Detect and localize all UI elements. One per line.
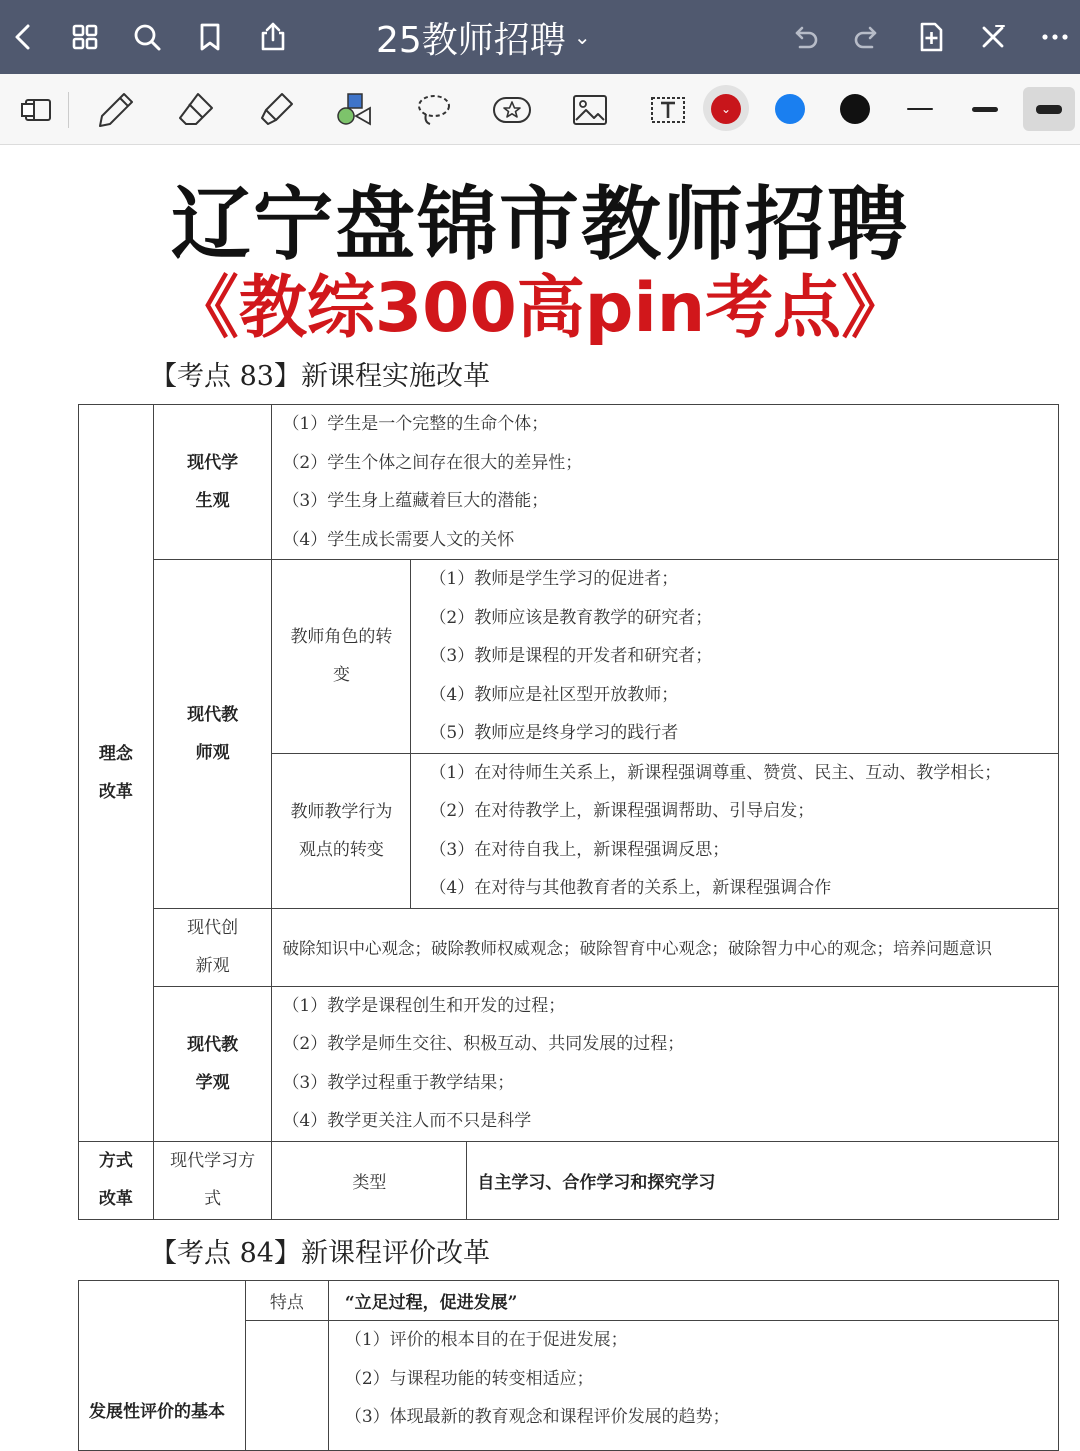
list-item: （2）在对待教学上，新课程强调帮助、引导启发； <box>429 801 815 821</box>
teacher-behavior-label: 教师教学行为观点的转变 <box>290 801 393 860</box>
section-83-table <box>78 404 1059 1220</box>
section-84-table <box>78 1280 1059 1451</box>
list-item: （4）教学更关注人而不只是科学 <box>282 1111 532 1131</box>
close-icon[interactable] <box>974 18 1012 56</box>
student-view-cell <box>153 405 272 560</box>
list-item: （4）在对待与其他教育者的关系上，新课程强调合作 <box>429 878 832 898</box>
list-item: （3）体现最新的教育观念和课程评价发展的趋势； <box>344 1407 730 1427</box>
innovation-view-cell <box>153 908 272 986</box>
learning-type-value: 自主学习、合作学习和探究学习 <box>467 1141 1059 1219</box>
list-item: （2）教师应该是教育教学的研究者； <box>429 607 713 628</box>
toolbar-divider <box>68 92 69 128</box>
teaching-view-label: 现代教学观 <box>187 1034 239 1093</box>
list-item: （1）教师是学生学习的促进者； <box>429 569 679 589</box>
document-title: 25教师招聘 <box>376 19 566 61</box>
list-item: （2）教学是师生交往、积极互动、共同发展的过程； <box>282 1034 685 1054</box>
developmental-evaluation-label: 发展性评价的基本 <box>89 1402 225 1422</box>
list-item: （2）与课程功能的转变相适应； <box>344 1368 594 1389</box>
developmental-evaluation-cell <box>79 1281 246 1451</box>
stroke-thin[interactable] <box>895 87 945 131</box>
pen-icon[interactable] <box>92 86 140 134</box>
bookmark-icon[interactable] <box>191 18 229 56</box>
list-item: （3）教学过程重于教学结果； <box>282 1072 515 1093</box>
list-item: （1）学生是一个完整的生命个体； <box>282 414 549 434</box>
grid-icon[interactable] <box>66 18 104 56</box>
list-item: （1）教学是课程创生和开发的过程； <box>282 995 566 1016</box>
top-bar <box>0 0 1080 74</box>
chevron-down-icon: ⌄ <box>573 25 591 49</box>
student-view-items <box>272 405 1059 560</box>
concept-reform-label: 理念改革 <box>98 743 133 802</box>
annotation-toolbar <box>0 74 1080 145</box>
stroke-medium[interactable] <box>960 87 1010 131</box>
teacher-role-label: 教师角色的转变 <box>290 627 393 686</box>
method-reform-label: 方式改革 <box>98 1151 133 1209</box>
innovation-view-text: 破除知识中心观念；破除教师权威观念；破除智育中心观念；破除智力中心的观念；培养问题意识 <box>272 908 1059 986</box>
feature-value: “立足过程，促进发展” <box>328 1281 1058 1321</box>
list-item: （5）教师应是终身学习的践行者 <box>429 723 679 743</box>
list-item: （2）学生个体之间存在很大的差异性； <box>282 452 583 473</box>
stroke-thick[interactable] <box>1023 87 1075 131</box>
evaluation-items <box>328 1321 1058 1451</box>
list-item: （3）在对待自我上，新课程强调反思； <box>429 839 730 860</box>
section-83-title: 【考点 83】新课程实施改革 <box>150 361 490 392</box>
share-icon[interactable] <box>254 18 292 56</box>
teacher-role-items <box>411 560 1058 753</box>
teaching-view-items <box>272 986 1059 1141</box>
teacher-view-label: 现代教师观 <box>187 704 239 763</box>
back-icon[interactable] <box>4 18 42 56</box>
teacher-role-cell <box>272 560 411 753</box>
feature-label: 特点 <box>245 1281 328 1321</box>
image-icon[interactable] <box>566 86 614 134</box>
add-page-icon[interactable] <box>912 18 950 56</box>
learning-method-label: 现代学习方式 <box>170 1151 256 1209</box>
teaching-view-cell <box>153 986 272 1141</box>
color-blue[interactable] <box>775 94 805 124</box>
learning-method-cell <box>153 1141 272 1219</box>
teacher-view-subtable <box>272 560 1058 908</box>
teacher-behavior-cell <box>272 753 411 908</box>
list-item: （3）教师是课程的开发者和研究者； <box>429 646 713 666</box>
section-84-title: 【考点 84】新课程评价改革 <box>150 1238 490 1269</box>
undo-icon[interactable] <box>786 18 824 56</box>
list-item: （3）学生身上蕴藏着巨大的潜能； <box>282 491 549 511</box>
eraser-icon[interactable] <box>172 86 220 134</box>
sidebar-icon[interactable] <box>14 86 62 134</box>
teacher-behavior-items <box>411 753 1058 908</box>
concept-reform-cell <box>79 405 154 1142</box>
student-view-label: 现代学生观 <box>187 453 239 511</box>
list-item: （1）评价的根本目的在于促进发展； <box>344 1330 628 1350</box>
list-item: （4）教师应是社区型开放教师； <box>429 684 679 705</box>
teacher-view-subtable-cell <box>272 560 1059 909</box>
text-icon[interactable] <box>644 86 692 134</box>
teacher-view-cell <box>153 560 272 909</box>
highlighter-icon[interactable] <box>252 86 300 134</box>
innovation-view-label: 现代创新观 <box>187 918 239 976</box>
sticker-icon[interactable] <box>488 86 536 134</box>
empty-cell <box>245 1321 328 1451</box>
document-title-button[interactable] <box>376 12 591 62</box>
color-black[interactable] <box>840 94 870 124</box>
search-icon[interactable] <box>128 18 166 56</box>
shapes-icon[interactable] <box>330 86 378 134</box>
document-subheading: 《教综300高pin考点》 <box>170 269 910 348</box>
redo-icon[interactable] <box>848 18 886 56</box>
list-item: （1）在对待师生关系上，新课程强调尊重、赞赏、民主、互动、教学相长； <box>429 762 1002 783</box>
list-item: （4）学生成长需要人文的关怀 <box>282 529 515 550</box>
lasso-icon[interactable] <box>410 86 458 134</box>
type-label: 类型 <box>272 1141 467 1219</box>
method-reform-cell <box>79 1141 154 1219</box>
document-heading: 辽宁盘锦市教师招聘 <box>171 178 909 271</box>
more-icon[interactable] <box>1036 18 1074 56</box>
chevron-down-icon: ⌄ <box>720 102 732 116</box>
